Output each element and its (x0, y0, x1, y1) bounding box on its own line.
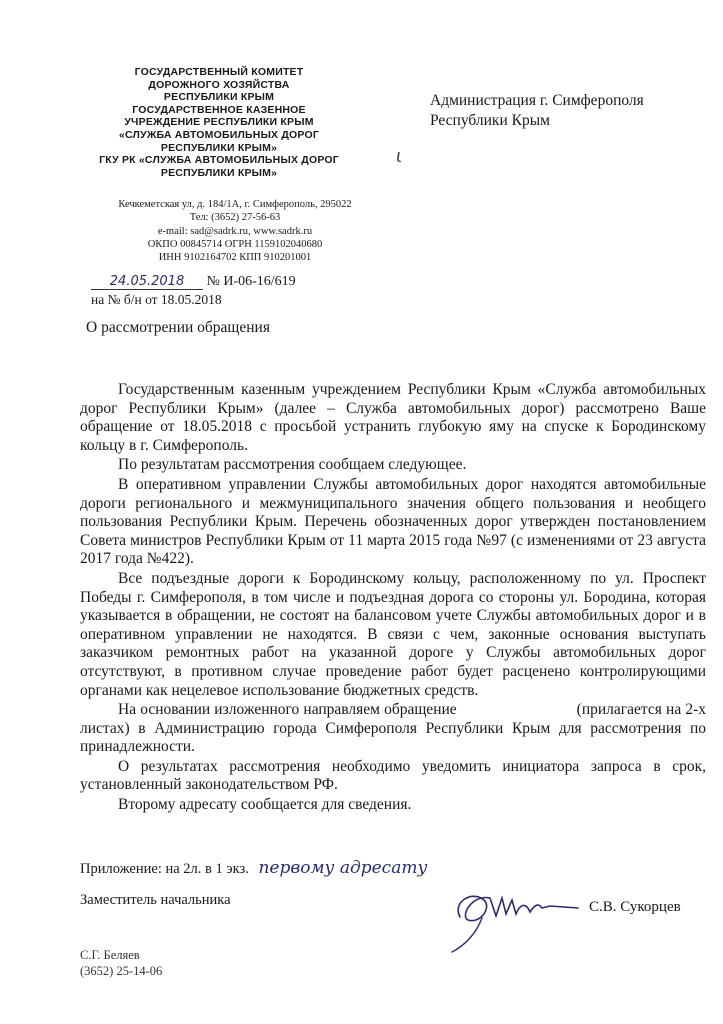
paragraph-end: (прилагается на 2-х листах) в Администрацию города Симферополя Республики Крым для рассмотрения по принадлежности. (80, 701, 706, 756)
letter-body (80, 381, 706, 815)
okpo-line: ОКПО 00845714 ОГРН 1159102040680 (147, 238, 323, 250)
attachment-label: Приложение: на 2л. в 1 экз. (80, 861, 249, 877)
org-line: УЧРЕЖДЕНИЕ РЕСПУБЛИКИ КРЫМ (124, 116, 314, 129)
reference-line: на № б/н от 18.05.2018 (91, 292, 222, 307)
body-paragraph: По результатам рассмотрения сообщаем следующее. (118, 456, 467, 474)
sender-organization (90, 66, 348, 179)
paragraph-start: На основании изложенного направляем обращение (118, 701, 457, 719)
recipient-line: Республики Крым (430, 112, 550, 129)
org-line: ДОРОЖНОГО ХОЗЯЙСТВА (148, 78, 290, 91)
body-paragraph: Второму адресату сообщается для сведения. (118, 796, 412, 814)
sender-contacts (90, 198, 380, 264)
org-line: ГКУ РК «СЛУЖБА АВТОМОБИЛЬНЫХ ДОРОГ (99, 154, 339, 167)
handwritten-mark: ι (394, 145, 404, 168)
recipient-block (430, 91, 644, 131)
registration-date: 24.05.2018 (91, 274, 203, 290)
org-line: РЕСПУБЛИКИ КРЫМ» (160, 141, 278, 154)
address-line: Кечкеметская ул, д. 184/1А, г. Симферополь, 295022 (118, 199, 352, 210)
executor-block (80, 948, 162, 979)
body-paragraph (80, 701, 706, 757)
email-line: e-mail: sad@sadrk.ru, www.sadrk.ru (157, 225, 313, 237)
phone-line: Тел: (3652) 27-56-63 (189, 212, 281, 224)
executor-name: С.Г. Беляев (80, 948, 140, 962)
signer-title: Заместитель начальника (80, 892, 231, 908)
org-line: РЕСПУБЛИКИ КРЫМ» (160, 166, 278, 179)
signer-name: С.В. Сукорцев (589, 899, 681, 915)
body-paragraph: Все подъездные дороги к Бородинскому кольцу, расположенному по ул. Проспект Победы г. Симферополя, в том числе и подъездная дорога со стороны ул. Бородина, которая указывается в обращении, не состоят на балансовом учете Службы автомобильных дорог и в оперативном управлении не находятся. В связи с чем, законные основания выступать заказчиком ремонтных работ на указанной дороге у Службы автомобильных дорог отсутствуют, в противном случае проведение работ будет расценено контролирующими органами как нецелевое использование бюджетных средств. (80, 569, 706, 699)
executor-phone: (3652) 25-14-06 (80, 963, 163, 978)
org-line: ГОСУДАРСТВЕННОЕ КАЗЕННОЕ (132, 103, 306, 116)
registration-number: № И-06-16/619 (206, 274, 296, 289)
body-paragraph: В оперативном управлении Службы автомобильных дорог находятся автомобильные дороги регионального и межмуниципального значения общего пользования и необщего пользования Республики Крым. Перечень обозначенных дорог утвержден постановлением Совета министров Республики Крым от 11 марта 2015 года №97 (с изменениями от 23 августа 2017 года №422). (80, 475, 706, 568)
registration-line (91, 274, 296, 290)
attachment-handwritten-note: первому адресату (258, 858, 428, 878)
attachment-line (80, 858, 427, 878)
org-line: ГОСУДАРСТВЕННЫЙ КОМИТЕТ (134, 66, 304, 78)
recipient-line: Администрация г. Симферополя (430, 92, 644, 109)
body-paragraph: О результатах рассмотрения необходимо уведомить инициатора запроса в срок, установленный законодательством РФ. (80, 757, 706, 794)
org-line: «СЛУЖБА АВТОМОБИЛЬНЫХ ДОРОГ (118, 128, 320, 141)
org-line: РЕСПУБЛИКИ КРЫМ (163, 91, 275, 104)
inn-line: ИНН 9102164702 КПП 910201001 (158, 252, 312, 264)
letter-subject: О рассмотрении обращения (86, 319, 270, 336)
body-paragraph: Государственным казенным учреждением Республики Крым «Служба автомобильных дорог Республики Крым» (далее – Служба автомобильных дорог) рассмотрено Ваше обращение от 18.05.2018 с просьбой устранить глубокую яму на спуске к Бородинскому кольцу в г. Симферополь. (80, 381, 706, 454)
signature-scribble (442, 872, 582, 954)
